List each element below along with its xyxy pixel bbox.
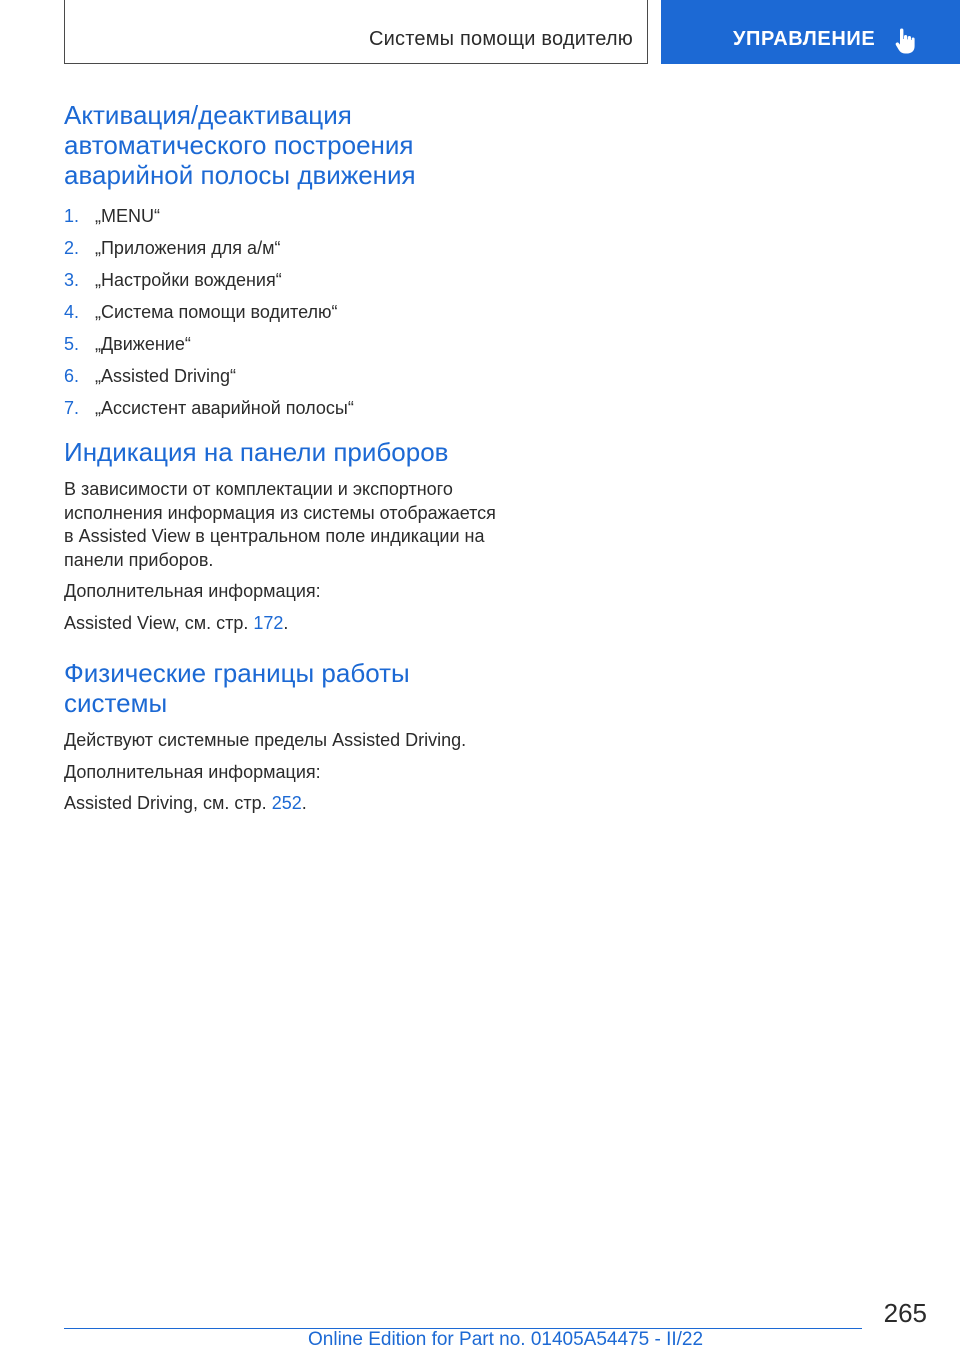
list-item bbox=[64, 392, 504, 424]
list-item bbox=[64, 200, 504, 232]
step-number: 1. bbox=[64, 206, 80, 226]
list-item bbox=[64, 232, 504, 264]
step-number: 3. bbox=[64, 270, 80, 290]
reference-text: Assisted Driving, см. стр. bbox=[64, 793, 272, 813]
heading-indicator: Индикация на панели приборов bbox=[64, 437, 449, 467]
limits-body: Действуют системные пределы Assisted Driving. bbox=[64, 730, 467, 750]
section-indicator bbox=[64, 437, 504, 635]
step-number: 2. bbox=[64, 238, 80, 258]
step-text: „Assisted Driving“ bbox=[95, 366, 237, 386]
heading-limits: Физические границы работы системы bbox=[64, 658, 410, 718]
step-text: „Ассистент аварийной полосы“ bbox=[95, 398, 354, 418]
indicator-reference bbox=[64, 612, 504, 636]
hand-pointer-icon bbox=[895, 27, 917, 55]
section-limits bbox=[64, 658, 504, 816]
indicator-more-info: Дополнительная информация: bbox=[64, 581, 321, 601]
page-link[interactable]: 252 bbox=[271, 793, 302, 813]
header-section-title: Системы помощи водителю bbox=[369, 28, 633, 50]
step-number: 5. bbox=[64, 334, 80, 354]
list-item bbox=[64, 360, 504, 392]
header-section-box bbox=[64, 0, 648, 64]
step-text: „MENU“ bbox=[95, 206, 160, 226]
list-item bbox=[64, 296, 504, 328]
limits-more-info: Дополнительная информация: bbox=[64, 761, 321, 782]
header-chapter-tab[interactable] bbox=[661, 0, 960, 64]
indicator-body: В зависимости от комплектации и экспортного исполнения информация из системы отображается в Assisted View в центральном поле индикации на панели приборов. bbox=[64, 479, 496, 570]
steps-list bbox=[64, 200, 504, 424]
reference-end: . bbox=[283, 612, 289, 633]
list-item bbox=[64, 328, 504, 360]
list-item bbox=[64, 264, 504, 296]
page-content bbox=[64, 100, 504, 816]
page-number: 265 bbox=[883, 1298, 927, 1328]
step-text: „Приложения для а/м“ bbox=[95, 238, 281, 258]
step-text: „Движение“ bbox=[95, 334, 191, 354]
section-activation bbox=[64, 100, 504, 424]
reference-end: . bbox=[301, 793, 307, 813]
step-number: 7. bbox=[64, 398, 80, 418]
footer-edition: Online Edition for Part no. 01405A54475 - II/22 bbox=[308, 1329, 704, 1350]
heading-activation: Активация/деактивация автоматического построения аварийной полосы движения bbox=[64, 100, 416, 190]
header-chapter-label: УПРАВЛЕНИЕ bbox=[733, 28, 876, 50]
step-text: „Система помощи водителю“ bbox=[95, 302, 338, 322]
step-number: 4. bbox=[64, 302, 80, 322]
limits-reference bbox=[64, 792, 504, 816]
reference-text: Assisted View, см. стр. bbox=[64, 612, 254, 633]
step-number: 6. bbox=[64, 366, 80, 386]
page-link[interactable]: 172 bbox=[253, 612, 284, 633]
step-text: „Настройки вождения“ bbox=[95, 270, 282, 290]
